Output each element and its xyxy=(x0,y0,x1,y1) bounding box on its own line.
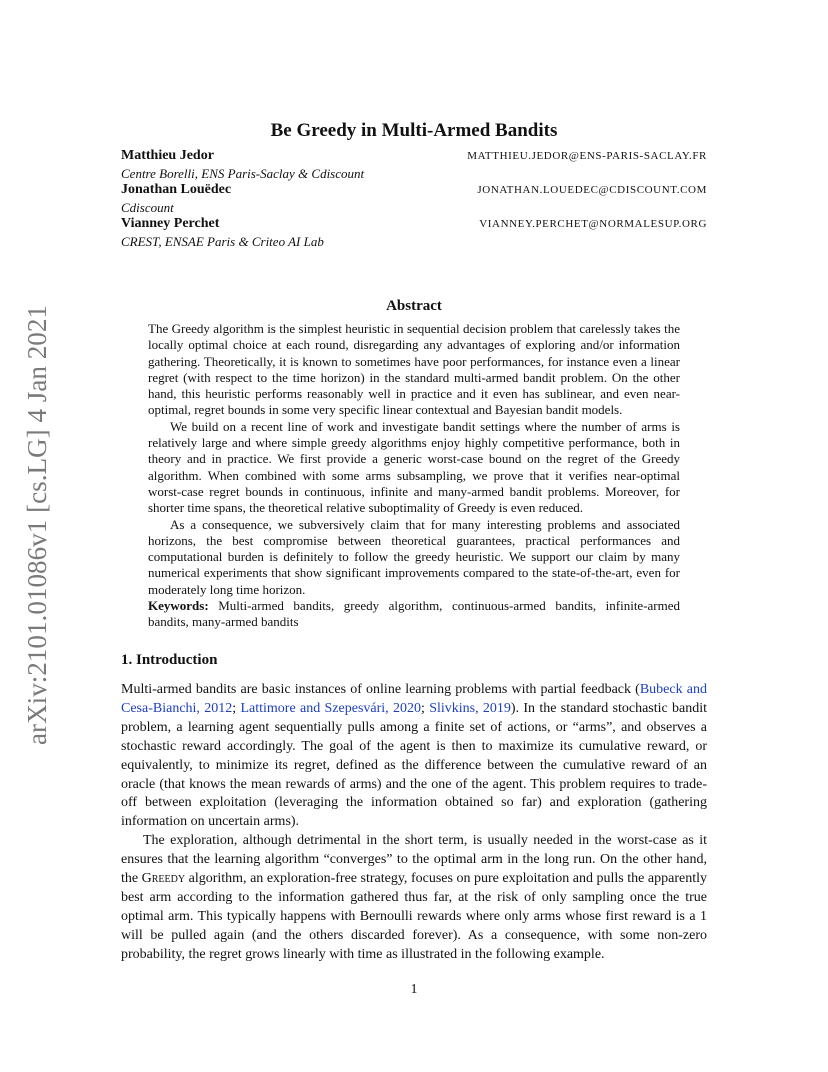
author-affiliation: CREST, ENSAE Paris & Criteo AI Lab xyxy=(121,234,324,249)
author-email[interactable]: JONATHAN.LOUEDEC@CDISCOUNT.COM xyxy=(477,184,707,196)
introduction-body xyxy=(121,681,707,965)
keywords xyxy=(148,598,680,631)
abstract-paragraph: The Greedy algorithm is the simplest heuristic in sequential decision problem that carelessly takes the locally optimal choice at each round, disregarding any advantages of exploring and/or information gathering. Theoretically, it is known to sometimes have poor performances, for instance even a linear regret (with respect to the time horizon) in the standard multi-armed bandit problem. On the other hand, this heuristic performs reasonably well in practice and it even has sublinear, and even near-optimal, regret bounds in some very specific linear contextual and Bayesian bandit models. xyxy=(148,321,680,418)
citation-link[interactable]: Slivkins, 2019 xyxy=(429,700,511,716)
paragraph-text: ; xyxy=(232,700,241,716)
paragraph-text: ; xyxy=(420,700,430,716)
body-paragraph xyxy=(121,681,707,832)
author-name: Vianney Perchet xyxy=(121,216,220,231)
keywords-label: Keywords: xyxy=(148,598,209,614)
author-email[interactable]: VIANNEY.PERCHET@NORMALESUP.ORG xyxy=(479,218,707,230)
paragraph-text: algorithm, an exploration-free strategy, focuses on pure exploitation and pulls the apparently best arm according to the information gathered thus far, at the risk of only sampling once the true optimal arm. This typically happens with Bernoulli rewards where only arms whose first reward is a 1 will be pulled again (and the others discarded forever). As a consequence, with some non-zero probability, the regret grows linearly with time as illustrated in the following example. xyxy=(121,871,707,962)
author-entry xyxy=(121,216,707,250)
abstract-paragraph: As a consequence, we subversively claim that for many interesting problems and associated horizons, the best compromise between theoretical guarantees, practical performances and computational burden is definitely to follow the greedy heuristic. We support our claim by many numerical experiments that show significant improvements compared to the state-of-the-art, even for moderately long time horizon. xyxy=(148,516,680,597)
author-entry xyxy=(121,148,707,182)
citation-link[interactable]: Lattimore and Szepesvári, 2020 xyxy=(240,700,421,716)
keywords-list: Multi-armed bandits, greedy algorithm, continuous-armed bandits, infinite-armed bandits, many-armed bandits xyxy=(148,598,681,630)
abstract-body xyxy=(148,321,680,631)
author-entry xyxy=(121,182,707,216)
page-number: 1 xyxy=(410,982,418,997)
abstract-paragraph: We build on a recent line of work and investigate bandit settings where the number of arms is relatively large and where simple greedy algorithms enjoy highly competitive performance, both in theory and in practice. We first provide a generic worst-case bound on the regret of the Greedy algorithm. When combined with some arms subsampling, we prove that it verifies near-optimal worst-case regret bounds in continuous, infinite and many-armed bandit problems. Moreover, for shorter time spans, the theoretical relative suboptimality of Greedy is even reduced. xyxy=(148,418,680,516)
arxiv-identifier: arXiv:2101.01086v1 [cs.LG] 4 Jan 2021 xyxy=(22,307,52,745)
author-name: Jonathan Louëdec xyxy=(121,182,232,197)
author-email[interactable]: MATTHIEU.JEDOR@ENS-PARIS-SACLAY.FR xyxy=(467,150,707,162)
author-name: Matthieu Jedor xyxy=(121,148,214,163)
author-affiliation: Centre Borelli, ENS Paris-Saclay & Cdiscount xyxy=(121,166,365,181)
paragraph-text: Multi-armed bandits are basic instances of online learning problems with partial feedback ( xyxy=(121,682,640,697)
body-paragraph xyxy=(121,832,707,964)
paragraph-text: The exploration, although detrimental in the short term, is usually needed in the worst-case as it ensures that the learning algorithm “converges” to the optimal arm in the long run. On the other hand, the xyxy=(121,833,707,887)
arxiv-identifier-stamp xyxy=(2,300,62,750)
section-heading: 1. Introduction xyxy=(121,652,218,668)
paper-title: Be Greedy in Multi-Armed Bandits xyxy=(270,120,558,141)
citation-link[interactable]: Bubeck and Cesa-Bianchi, 2012 xyxy=(121,682,707,716)
author-block xyxy=(121,148,707,250)
algorithm-name: Greedy xyxy=(141,871,186,887)
author-affiliation: Cdiscount xyxy=(121,200,174,215)
abstract-heading: Abstract xyxy=(386,298,442,314)
paragraph-text: ). In the standard stochastic bandit problem, a learning agent sequentially pulls among a finite set of actions, or “arms”, and observes a stochastic reward accordingly. The goal of the agent is then to maximize its cumulative reward, or equivalently, to minimize its regret, defined as the difference between the cumulative reward of an oracle (that knows the mean rewards of arms) and the one of the agent. This problem requires to trade-off between exploitation (leveraging the information obtained so far) and exploration (gathering information on uncertain arms). xyxy=(121,700,708,830)
